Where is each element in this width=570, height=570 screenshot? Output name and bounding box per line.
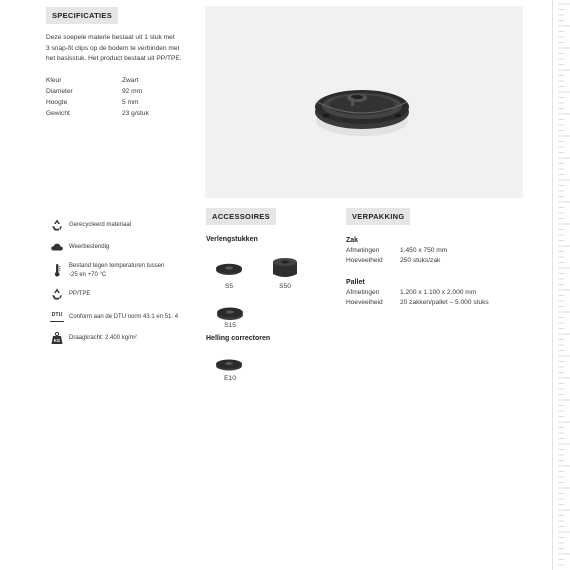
desc-line: het basisstuk. Het product bestaat uit PP/TPE. [46, 55, 182, 62]
spec-row-diameter [46, 88, 143, 95]
part-e10-label: E10 [224, 375, 236, 382]
part-s15-image [215, 305, 245, 321]
feature-label: PP/TPE [69, 291, 91, 297]
spec-row-color [46, 77, 139, 84]
part-s50-image [271, 256, 299, 280]
spec-value: Zwart [122, 77, 139, 84]
dtu-icon: DTU [50, 310, 64, 322]
bag-quantity-label: Hoeveelheid [346, 257, 383, 264]
weight-icon [50, 331, 64, 345]
spec-label: Kleur [46, 77, 62, 84]
recycle-icon [50, 218, 64, 232]
desc-line: Deze soepele materie bestaat uit 1 stuk met [46, 34, 175, 41]
part-s15-label: S15 [224, 322, 236, 329]
feature-label-line: Bestand tegen temperaturen tussen [69, 263, 165, 269]
recycle-icon [50, 287, 64, 301]
product-image [205, 6, 523, 198]
pallet-title: Pallet [346, 279, 365, 286]
feature-label: Conform aan de DTU norm 43.1 en 51. 4 [69, 314, 179, 320]
feature-label-line: -25 en +70 °C [69, 271, 107, 278]
extensions-title: Verlengstukken [206, 236, 258, 243]
accessories-heading: ACCESSOIRES [206, 208, 276, 225]
feature-label [69, 262, 164, 279]
part-s50-label: S50 [279, 283, 291, 290]
desc-line: 3 snap-fit clips op de bodem te verbinden met [46, 44, 180, 52]
packaging-heading: VERPAKKING [346, 208, 410, 225]
specs-heading: SPECIFICATIES [46, 7, 118, 24]
pallet-dimensions-value: 1.200 x 1.100 x 2.000 mm [400, 289, 477, 296]
slope-correctors-title: Helling correctoren [206, 335, 271, 342]
bag-quantity-value: 250 stuks/zak [400, 257, 441, 264]
spec-label: Hoogte [46, 99, 68, 106]
pallet-quantity-value: 20 zakken/pallet – 5.000 stuks [400, 299, 489, 306]
bag-dimensions-label: Afmetingen [346, 247, 380, 254]
cloud-icon [50, 240, 64, 254]
feature-label: Weerbestendig [69, 244, 110, 250]
spec-label: Diameter [46, 88, 73, 95]
spec-row-weight [46, 110, 149, 117]
pallet-quantity-label: Hoeveelheid [346, 299, 383, 306]
thermometer-icon [50, 263, 64, 277]
pallet-dimensions-label: Afmetingen [346, 289, 380, 296]
part-e10-image [214, 357, 244, 372]
spec-value: 5 mm [122, 99, 139, 106]
part-s5-image [214, 262, 244, 276]
spec-value: 92 mm [122, 88, 143, 95]
spec-value: 23 g/stuk [122, 110, 149, 117]
spec-label: Gewicht [46, 110, 70, 117]
edge-ruler [552, 0, 570, 570]
part-s5-label: S5 [224, 283, 234, 290]
bag-dimensions-value: 1.450 x 750 mm [400, 247, 448, 254]
product-photo [205, 6, 523, 198]
feature-label: Gerecycleerd materiaal [69, 222, 132, 228]
specs-description [46, 33, 182, 65]
weight-icon-text: KG [53, 337, 61, 343]
bag-title: Zak [346, 237, 359, 244]
spec-row-height [46, 99, 139, 106]
feature-label: Draagkracht: 2.400 kg/m² [69, 335, 137, 341]
